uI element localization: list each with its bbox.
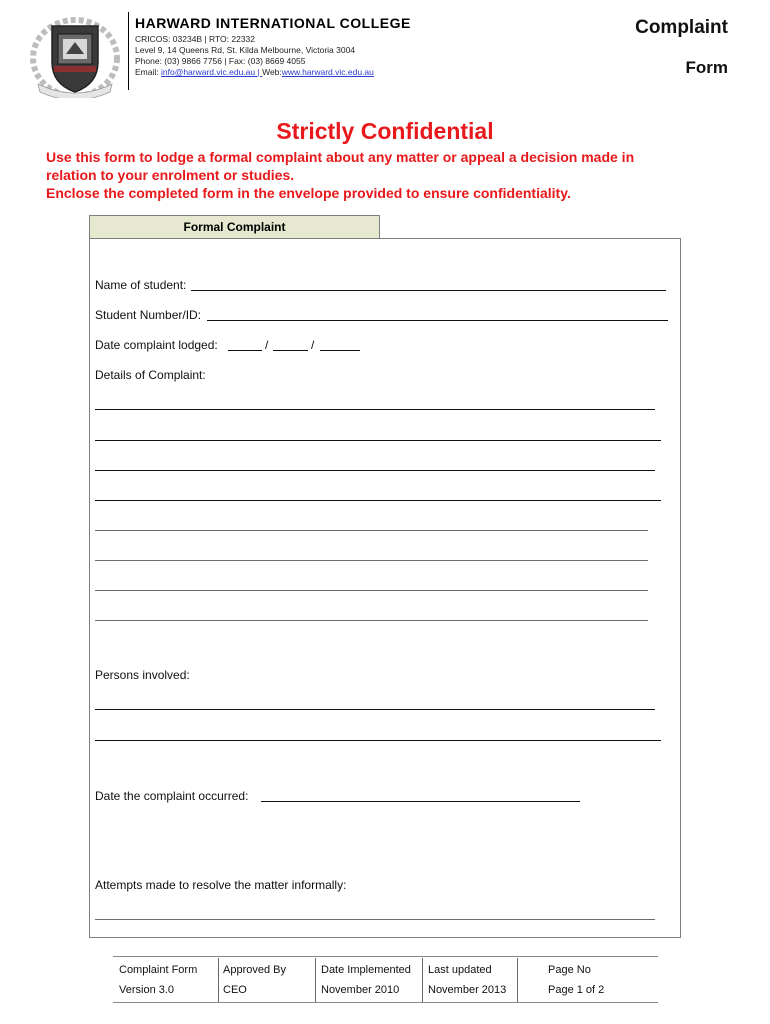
web-separator: |: [255, 67, 263, 77]
details-line[interactable]: [95, 500, 661, 501]
doc-title-complaint: Complaint: [635, 17, 728, 38]
details-line[interactable]: [95, 470, 655, 471]
college-crest-logo: [30, 14, 120, 98]
section-title-formal-complaint: Formal Complaint: [89, 215, 380, 238]
intro-text: [46, 148, 726, 202]
date-lodged-year-field[interactable]: [320, 350, 360, 351]
footer-version: Version 3.0: [119, 984, 175, 996]
footer-column-separator: [315, 958, 316, 1002]
details-label: Details of Complaint:: [95, 368, 206, 382]
footer-header-page-no: Page No: [548, 964, 591, 976]
date-occurred-label: Date the complaint occurred:: [95, 789, 249, 803]
footer-header-approved-by: Approved By: [223, 964, 286, 976]
footer-column-separator: [422, 958, 423, 1002]
date-lodged-label: Date complaint lodged:: [95, 338, 218, 352]
details-line[interactable]: [95, 560, 648, 561]
footer-date-implemented: November 2010: [321, 984, 400, 996]
header-divider: [128, 12, 129, 90]
footer-header-date-implemented: Date Implemented: [321, 964, 411, 976]
phone-line: Phone: (03) 9866 7756 | Fax: (03) 8669 4055: [135, 56, 306, 66]
details-line[interactable]: [95, 440, 661, 441]
email-label: Email:: [135, 67, 161, 77]
footer-last-updated: November 2013: [428, 984, 507, 996]
footer-header-complaint-form: Complaint Form: [119, 964, 198, 976]
details-line[interactable]: [95, 530, 648, 531]
college-name: HARWARD INTERNATIONAL COLLEGE: [135, 15, 411, 31]
date-separator: /: [265, 338, 269, 352]
confidential-heading: Strictly Confidential: [276, 118, 494, 144]
date-separator: /: [311, 338, 315, 352]
web-link[interactable]: www.harward.vic.edu.au: [281, 67, 374, 77]
student-id-label: Student Number/ID:: [95, 308, 202, 322]
student-name-field[interactable]: [191, 290, 666, 291]
email-link[interactable]: info@harward.vic.edu.au: [160, 67, 256, 77]
attempts-line[interactable]: [95, 919, 655, 920]
attempts-label: Attempts made to resolve the matter informally:: [95, 878, 347, 892]
persons-involved-line[interactable]: [95, 709, 655, 710]
details-line[interactable]: [95, 409, 655, 410]
intro-line-3: Enclose the completed form in the envelope provided to ensure confidentiality.: [46, 185, 571, 201]
cricos-line: CRICOS: 03234B | RTO: 22332: [135, 34, 256, 44]
intro-line-2: relation to your enrolment or studies.: [46, 167, 295, 183]
intro-line-1: Use this form to lodge a formal complaint about any matter or appeal a decision made in: [46, 149, 635, 165]
date-lodged-month-field[interactable]: [273, 350, 308, 351]
footer-page-number: Page 1 of 2: [548, 984, 605, 996]
details-line[interactable]: [95, 590, 648, 591]
footer-column-separator: [517, 958, 518, 1002]
web-label: Web:: [262, 67, 282, 77]
footer-approved-by: CEO: [223, 984, 247, 996]
date-occurred-field[interactable]: [261, 801, 580, 802]
address-line: Level 9, 14 Queens Rd, St. Kilda Melbourne, Victoria 3004: [135, 45, 356, 55]
date-lodged-day-field[interactable]: [228, 350, 262, 351]
persons-involved-label: Persons involved:: [95, 668, 190, 682]
student-name-label: Name of student:: [95, 278, 187, 292]
student-id-field[interactable]: [207, 320, 668, 321]
footer-column-separator: [218, 958, 219, 1002]
footer-top-rule: [113, 956, 658, 957]
footer-bottom-rule: [113, 1002, 658, 1003]
contact-line: [135, 67, 374, 78]
persons-involved-line[interactable]: [95, 740, 661, 741]
footer-header-last-updated: Last updated: [428, 964, 492, 976]
doc-title-form: Form: [685, 58, 728, 77]
details-line[interactable]: [95, 620, 648, 621]
